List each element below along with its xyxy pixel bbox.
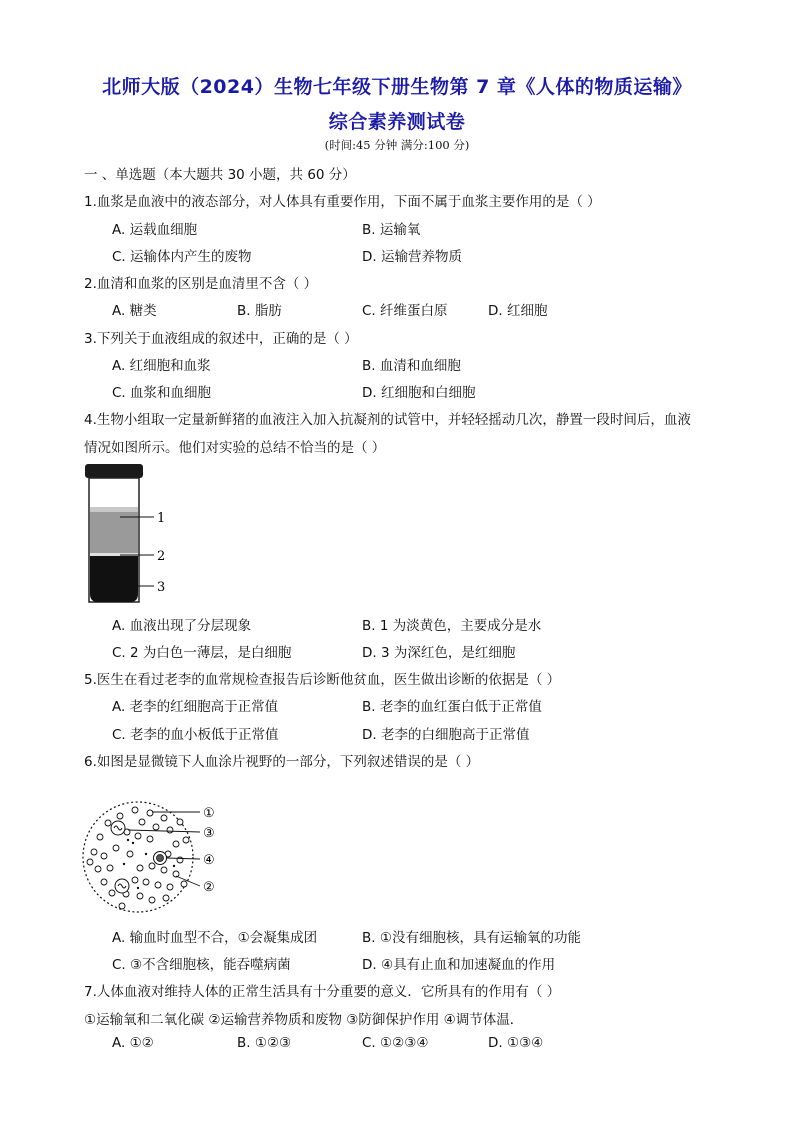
red-cell-layer [90,556,138,602]
smear-label-1: ① [203,806,215,821]
question-5-option-c[interactable]: C. 老李的血小板低于正常值 [112,727,279,743]
question-3-option-c[interactable]: C. 血浆和血细胞 [112,385,212,401]
question-7-option-b[interactable]: B. ①②③ [237,1035,292,1051]
question-7-option-a[interactable]: A. ①② [112,1035,154,1051]
figure-label-3: 3 [157,580,166,595]
title-line-2: 综合素养测试卷 [328,111,466,133]
question-1-stem: 1.血浆是血液中的液态部分，对人体具有重要作用，下面不属于血浆主要作用的是（ ） [84,194,601,210]
figure-label-2: 2 [157,549,166,564]
question-6-stem: 6.如图是显微镜下人血涂片视野的一部分，下列叙述错误的是（ ） [84,754,480,770]
question-4-option-d[interactable]: D. 3 为深红色，是红细胞 [362,645,516,661]
question-5-stem: 5.医生在看过老李的血常规检查报告后诊断他贫血，医生做出诊断的依据是（ ） [84,672,561,688]
smear-label-4: ④ [203,853,215,868]
question-7-option-d[interactable]: D. ①③④ [488,1035,544,1051]
plasma-layer [90,507,138,553]
question-2-option-b[interactable]: B. 脂肪 [237,303,282,319]
question-1-option-d[interactable]: D. 运输营养物质 [362,249,462,265]
question-6-option-b[interactable]: B. ①没有细胞核，具有运输氧的功能 [362,930,581,946]
exam-subtitle: (时间:45 分钟 满分:100 分) [324,138,470,152]
question-2-option-a[interactable]: A. 糖类 [112,303,157,319]
question-7-stem: 7.人体血液对维持人体的正常生活具有十分重要的意义．它所具有的作用有（ ） [84,984,561,1000]
question-6-option-a[interactable]: A. 输血时血型不合，①会凝集成团 [112,930,318,946]
question-1-option-a[interactable]: A. 运载血细胞 [112,222,198,238]
smear-label-3: ③ [203,826,215,841]
figure-label-1: 1 [157,511,166,526]
question-6-option-d[interactable]: D. ④具有止血和加速凝血的作用 [362,957,556,973]
question-2-stem: 2.血清和血浆的区别是血清里不含（ ） [84,276,318,292]
question-5-option-a[interactable]: A. 老李的红细胞高于正常值 [112,699,279,715]
test-tube-figure [80,462,190,607]
question-5-option-d[interactable]: D. 老李的白细胞高于正常值 [362,727,530,743]
large-cell-nucleus [157,855,164,862]
plasma-highlight [90,507,138,512]
question-5-option-b[interactable]: B. 老李的血红蛋白低于正常值 [362,699,542,715]
smear-label-2: ② [203,880,215,895]
tube-cap [85,464,143,478]
question-6-option-c[interactable]: C. ③不含细胞核，能吞噬病菌 [112,957,291,973]
blood-smear-figure [80,796,230,918]
question-4-stem: 4.生物小组取一定量新鲜猪的血液注入加入抗凝剂的试管中，并轻轻摇动几次，静置一段时间后，血液 [84,412,691,428]
question-3-option-b[interactable]: B. 血清和血细胞 [362,358,461,374]
question-4-option-c[interactable]: C. 2 为白色一薄层，是白细胞 [112,645,292,661]
question-1-option-b[interactable]: B. 运输氧 [362,222,421,238]
question-4-option-a[interactable]: A. 血液出现了分层现象 [112,618,252,634]
question-3-stem: 3.下列关于血液组成的叙述中，正确的是（ ） [84,331,358,347]
question-3-option-d[interactable]: D. 红细胞和白细胞 [362,385,476,401]
question-7-stem-continued: ①运输氧和二氧化碳 ②运输营养物质和废物 ③防御保护作用 ④调节体温． [84,1012,524,1028]
question-3-option-a[interactable]: A. 红细胞和血浆 [112,358,211,374]
question-2-option-d[interactable]: D. 红细胞 [488,303,548,319]
question-4-option-b[interactable]: B. 1 为淡黄色，主要成分是水 [362,618,542,634]
section-heading: 一 、单选题（本大题共 30 小题，共 60 分） [84,167,356,183]
question-4-stem-continued: 情况如图所示。他们对实验的总结不恰当的是（ ） [84,440,386,456]
question-2-option-c[interactable]: C. 纤维蛋白原 [362,303,448,319]
question-1-option-c[interactable]: C. 运输体内产生的废物 [112,249,252,265]
question-7-option-c[interactable]: C. ①②③④ [362,1035,429,1051]
title-line-1: 北师大版（2024）生物七年级下册生物第 7 章《人体的物质运输》 [102,76,692,98]
